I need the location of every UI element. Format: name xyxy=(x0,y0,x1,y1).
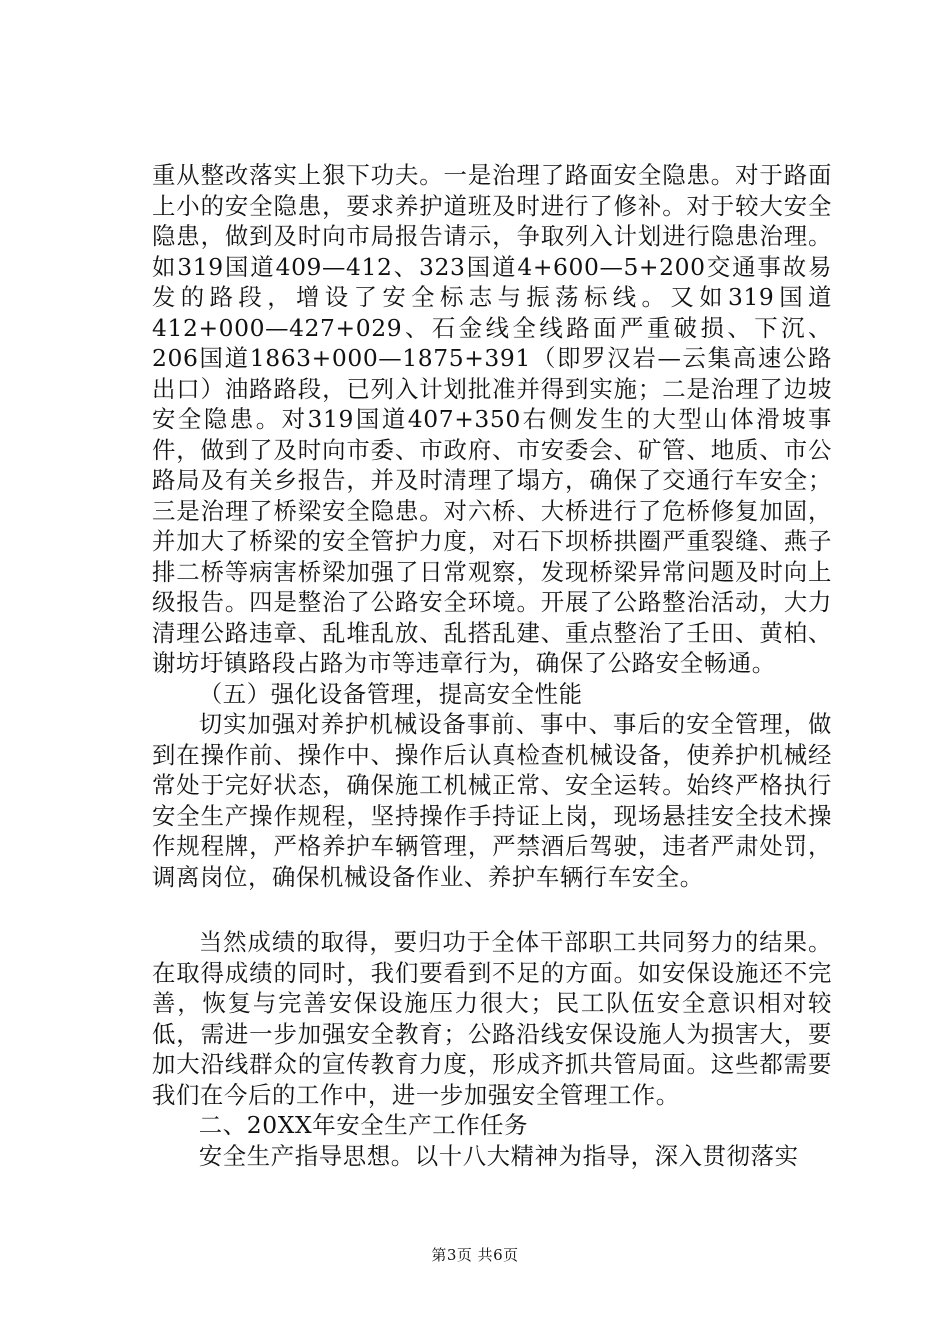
paragraph-road-hazards: 重从整改落实上狠下功夫。一是治理了路面安全隐患。对于路面上小的安全隐患，要求养护道班及时进行了修补。对于较大安全隐患，做到及时向市局报告请示，争取列入计划进行隐患治理。如319国道409—412、323国道4+600—5+200交通事故易发的路段，增设了安全标志与振荡标线。又如319国道412+000—427+029、石金线全线路面严重破损、下沉、206国道1863+000—1875+391（即罗汉岩—云集高速公路出口）油路路段，已列入计划批准并得到实施；二是治理了边坡安全隐患。对319国道407+350右侧发生的大型山体滑坡事件，做到了及时向市委、市政府、市安委会、矿管、地质、市公路局及有关乡报告，并及时清理了塌方，确保了交通行车安全；三是治理了桥梁安全隐患。对六桥、大桥进行了危桥修复加固，并加大了桥梁的安全管护力度，对石下坝桥拱圈严重裂缝、燕子排二桥等病害桥梁加强了日常观察，发现桥梁异常问题及时向上级报告。四是整治了公路安全环境。开展了公路整治活动，大力清理公路违章、乱堆乱放、乱搭乱建、重点整治了壬田、黄柏、谢坊圩镇路段占路为市等违章行为，确保了公路安全畅通。 xyxy=(152,161,832,677)
paragraph-equipment-management: 切实加强对养护机械设备事前、事中、事后的安全管理，做到在操作前、操作中、操作后认真检查机械设备，使养护机械经常处于完好状态，确保施工机械正常、安全运转。始终严格执行安全生产操作规程，坚持操作手持证上岗，现场悬挂安全技术操作规程牌，严格养护车辆管理，严禁酒后驾驶，违者严肃处罚，调离岗位，确保机械设备作业、养护车辆行车安全。 xyxy=(152,710,832,891)
document-body xyxy=(152,160,832,1171)
section-heading-tasks: 二、20XX年安全生产工作任务 xyxy=(198,1111,529,1139)
paragraph-achievements: 当然成绩的取得，要归功于全体干部职工共同努力的结果。在取得成绩的同时，我们要看到不足的方面。如安保设施还不完善，恢复与完善安保设施压力很大；民工队伍安全意识相对较低，需进一步加强安全教育；公路沿线安保设施人为损害大，要加大沿线群众的宣传教育力度，形成齐抓共管局面。这些都需要我们在今后的工作中，进一步加强安全管理工作。 xyxy=(152,928,832,1109)
paragraph-guiding-ideology: 安全生产指导思想。以十八大精神为指导，深入贯彻落实 xyxy=(198,1141,799,1170)
section-heading-equipment: （五）强化设备管理，提高安全性能 xyxy=(198,679,583,708)
page-number-footer: 第3页 共6页 xyxy=(431,1246,519,1264)
